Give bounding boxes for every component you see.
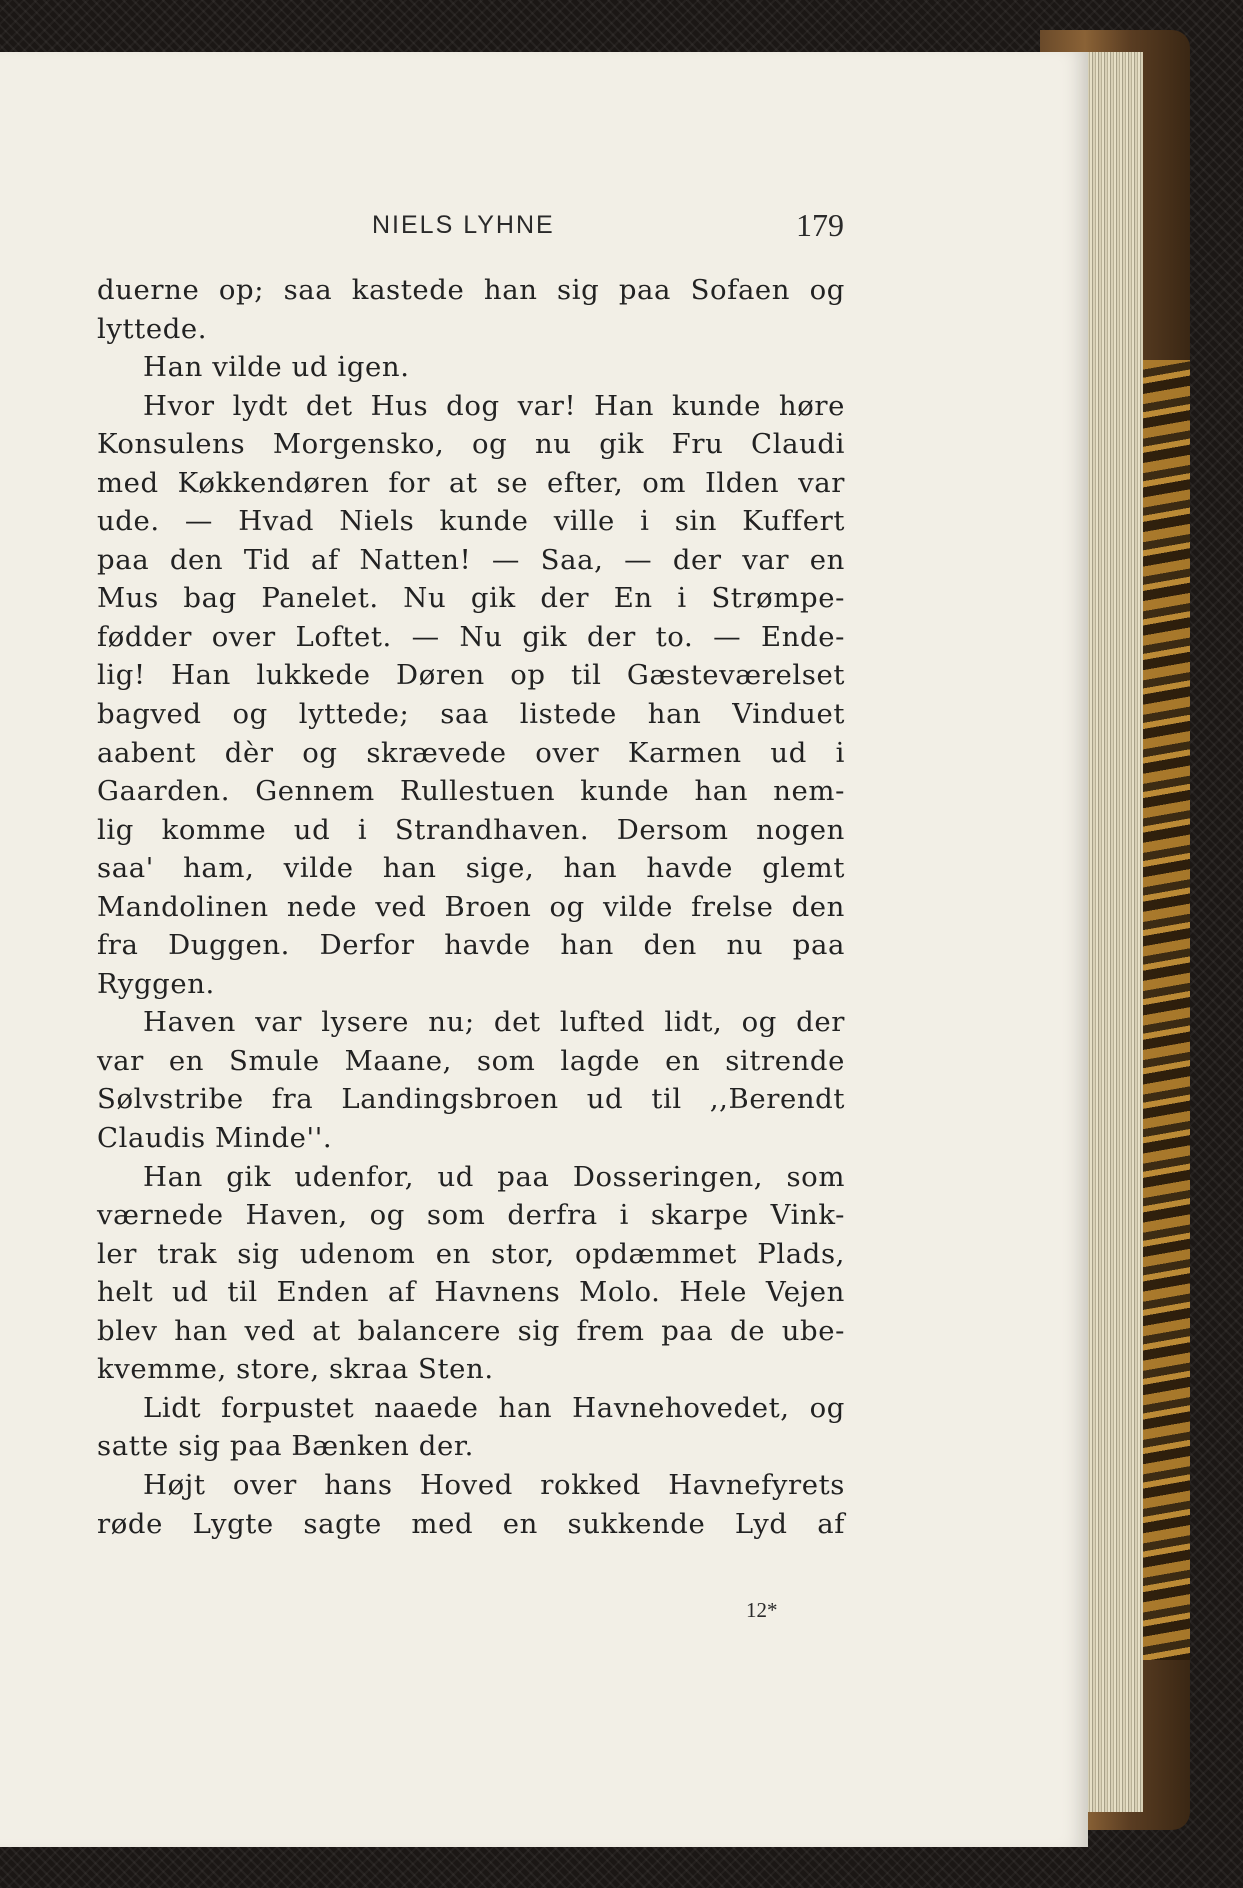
- text-line: lig! Han lukkede Døren op til Gæsteværelset: [97, 659, 845, 692]
- text-line: Claudis Minde''.: [97, 1122, 333, 1155]
- text-line: Han vilde ud igen.: [143, 351, 410, 384]
- text-line: værnede Haven, og som derfra i skarpe Vink-: [97, 1199, 845, 1232]
- text-line: Gaarden. Gennem Rullestuen kunde han nem-: [97, 775, 845, 808]
- text-line: Mandolinen nede ved Broen og vilde frelse den: [97, 890, 845, 923]
- text-line: Højt over hans Hoved rokked Havnefyrets: [143, 1468, 845, 1501]
- text-line: Ryggen.: [97, 967, 215, 1000]
- text-line: Sølvstribe fra Landingsbroen ud til ,,Berendt: [97, 1083, 845, 1116]
- text-line: lig komme ud i Strandhaven. Dersom nogen: [97, 813, 845, 846]
- text-line: bagved og lyttede; saa listede han Vinduet: [97, 698, 845, 731]
- text-line: kvemme, store, skraa Sten.: [97, 1353, 494, 1386]
- text-line: Konsulens Morgensko, og nu gik Fru Claudi: [97, 428, 845, 461]
- text-line: Lidt forpustet naaede han Havnehovedet, og: [143, 1391, 845, 1424]
- text-line: duerne op; saa kastede han sig paa Sofaen og: [97, 274, 845, 306]
- signature-mark: 12*: [746, 1598, 778, 1622]
- text-line: Hvor lydt det Hus dog var! Han kunde høre: [143, 389, 845, 422]
- text-line: blev han ved at balancere sig frem paa de ube-: [97, 1314, 845, 1347]
- text-line: saa' ham, vilde han sige, han havde glemt: [97, 852, 845, 885]
- text-line: Haven var lysere nu; det lufted lidt, og der: [143, 1006, 845, 1039]
- text-line: helt ud til Enden af Havnens Molo. Hele Vejen: [97, 1276, 845, 1309]
- text-line: Han gik udenfor, ud paa Dosseringen, som: [143, 1160, 845, 1193]
- text-line: fra Duggen. Derfor havde han den nu paa: [97, 929, 845, 962]
- text-line: med Køkkendøren for at se efter, om Ilden var: [97, 466, 845, 499]
- text-line: aabent dèr og skrævede over Karmen ud i: [97, 736, 845, 769]
- text-line: ude. — Hvad Niels kunde ville i sin Kuffert: [97, 505, 845, 538]
- text-line: satte sig paa Bænken der.: [97, 1430, 474, 1463]
- body-text: [97, 271, 845, 1543]
- text-line: fødder over Loftet. — Nu gik der to. — Ende-: [97, 620, 845, 653]
- text-line: røde Lygte sagte med en sukkende Lyd af: [97, 1507, 845, 1540]
- running-head: [0, 207, 1088, 247]
- book-page: [0, 52, 1088, 1847]
- text-line: paa den Tid af Natten! — Saa, — der var en: [97, 543, 845, 576]
- running-head-title: NIELS LYHNE: [372, 211, 555, 239]
- text-line: Mus bag Panelet. Nu gik der En i Strømpe-: [97, 582, 845, 615]
- text-line: ler trak sig udenom en stor, opdæmmet Plads,: [97, 1237, 845, 1270]
- text-line: var en Smule Maane, som lagde en sitrende: [97, 1044, 845, 1077]
- marbled-edge: [1140, 360, 1190, 1660]
- page-number: 179: [796, 207, 844, 243]
- text-line: lyttede.: [97, 312, 208, 345]
